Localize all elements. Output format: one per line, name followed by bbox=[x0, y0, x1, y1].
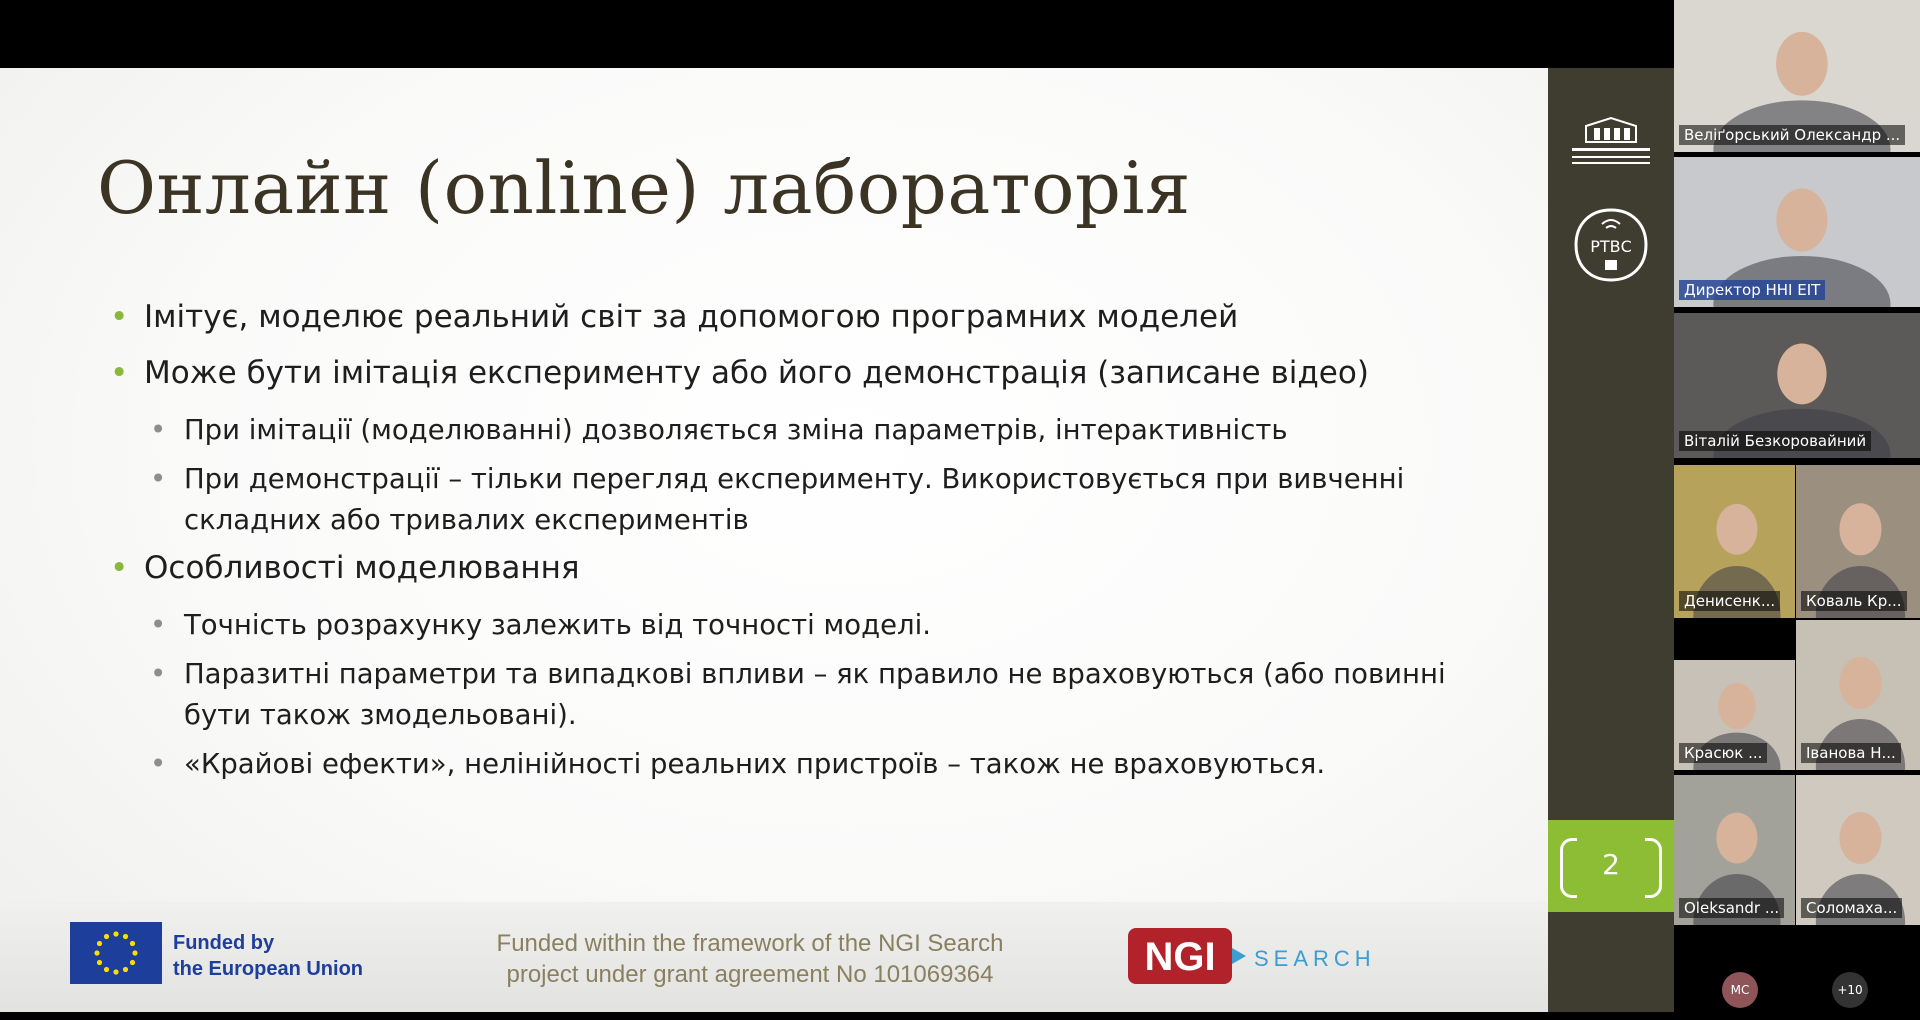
participant-video-tile[interactable] bbox=[1674, 313, 1920, 458]
more-participants-button[interactable]: +10 bbox=[1832, 972, 1868, 1008]
slide-number: 2 bbox=[1602, 848, 1620, 881]
participant-name-label: Oleksandr ... bbox=[1679, 898, 1784, 918]
eu-funding-line1: Funded by bbox=[173, 932, 275, 954]
sub-bullet-item: • При імітації (моделюванні) дозволяється зміна параметрів, інтерактивність bbox=[150, 410, 1510, 451]
bullet-item: • Може бути імітація експерименту або його демонстрація (записане відео) bbox=[110, 354, 1510, 392]
participant-avatar[interactable]: MC bbox=[1722, 972, 1758, 1008]
participant-video-tile[interactable] bbox=[1674, 775, 1795, 925]
participant-name-label: Віталій Безкоровайний bbox=[1679, 431, 1871, 451]
participant-video-tile[interactable] bbox=[1796, 465, 1920, 618]
participant-video-tile[interactable] bbox=[1674, 157, 1920, 307]
slide-sidebar bbox=[1548, 68, 1674, 1012]
participant-video-tile[interactable] bbox=[1674, 465, 1795, 618]
ngi-note-line2: project under grant agreement No 101069364 bbox=[506, 961, 994, 988]
participant-name-label: Веліґорський Олександр ... bbox=[1679, 125, 1905, 145]
rtvs-logo-icon bbox=[1572, 206, 1650, 284]
svg-text:NGI: NGI bbox=[1144, 935, 1216, 979]
participant-name-label: Соломаха... bbox=[1801, 898, 1902, 918]
sub-bullet-item: • Паразитні параметри та випадкові впливи – як правило не враховуються (або повинні бути також змодельовані). bbox=[150, 654, 1510, 736]
slide-number-badge bbox=[1548, 820, 1674, 912]
ngi-search-logo bbox=[1128, 926, 1388, 986]
sub-bullet-item: • «Крайові ефекти», нелінійності реальних пристроїв – також не враховуються. bbox=[150, 744, 1510, 785]
participant-video-tile[interactable] bbox=[1796, 620, 1920, 770]
eu-funding-line2: the European Union bbox=[173, 958, 363, 980]
slide-title: Онлайн (online) лабораторія bbox=[97, 146, 1191, 230]
slide-footer bbox=[0, 902, 1548, 1012]
participant-name-label: Красюк ... bbox=[1679, 743, 1767, 763]
sub-bullet-item: • При демонстрації – тільки перегляд експерименту. Використовується при вивченні складних або тривалих експериментів bbox=[150, 459, 1510, 541]
university-logo-icon bbox=[1566, 116, 1656, 172]
participant-video-tile[interactable] bbox=[1674, 660, 1795, 770]
top-bar bbox=[0, 0, 1674, 68]
svg-text:SEARCH: SEARCH bbox=[1254, 946, 1376, 971]
participant-name-label: Директор ННІ ЕІТ bbox=[1679, 280, 1825, 300]
participant-video-tile[interactable] bbox=[1796, 775, 1920, 925]
svg-text:РТВС: РТВС bbox=[1590, 237, 1632, 256]
participant-name-label: Коваль Кр... bbox=[1801, 591, 1907, 611]
ngi-note-line1: Funded within the framework of the NGI Search bbox=[496, 930, 1004, 957]
participant-video-tile[interactable] bbox=[1674, 0, 1920, 152]
sub-bullet-item: • Точність розрахунку залежить від точності моделі. bbox=[150, 605, 1510, 646]
participant-name-label: Денисенк... bbox=[1679, 591, 1780, 611]
bullet-item: • Імітує, моделює реальний світ за допомогою програмних моделей bbox=[110, 298, 1510, 336]
eu-funding-label bbox=[173, 930, 363, 982]
eu-flag-icon bbox=[70, 922, 162, 984]
presentation-slide bbox=[0, 68, 1548, 1012]
bullet-item: • Особливості моделювання bbox=[110, 549, 1510, 587]
participant-panel bbox=[1674, 0, 1920, 1020]
participant-name-label: Іванова Н... bbox=[1801, 743, 1901, 763]
slide-bullet-list bbox=[110, 298, 1510, 793]
ngi-grant-note bbox=[470, 928, 1030, 990]
